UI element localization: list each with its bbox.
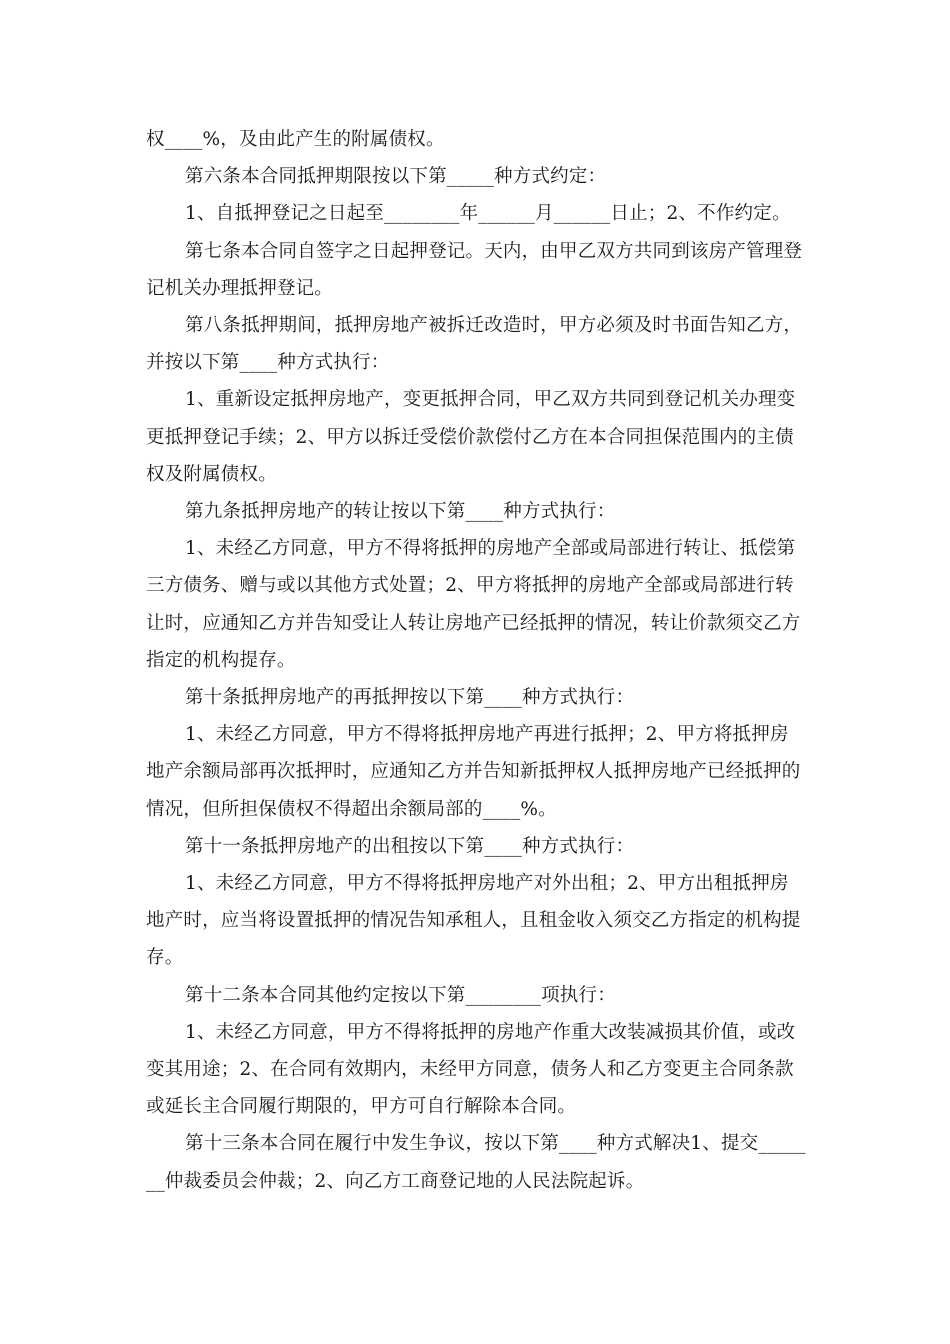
paragraph: 第八条抵押期间，抵押房地产被拆迁改造时，甲方必须及时书面告知乙方，并按以下第____种方式执行： <box>146 315 803 374</box>
paragraph: 第十三条本合同在履行中发生争议，按以下第____种方式解决1、提交_______仲裁委员会仲裁；2、向乙方工商登记地的人民法院起诉。 <box>146 1133 806 1192</box>
paragraph: 1、未经乙方同意，甲方不得将抵押房地产对外出租；2、甲方出租抵押房地产时，应当将设置抵押的情况告知承租人，且租金收入须交乙方指定的机构提存。 <box>146 873 801 969</box>
paragraph: 1、未经乙方同意，甲方不得将抵押的房地产作重大改装减损其价值，或改变其用途；2、在合同有效期内，未经甲方同意，债务人和乙方变更主合同条款或延长主合同履行期限的，甲方可自行解除本合同。 <box>146 1021 796 1118</box>
paragraph: 第七条本合同自签字之日起押登记。天内，由甲乙双方共同到该房产管理登记机关办理抵押登记。 <box>146 240 803 299</box>
paragraph: 1、自抵押登记之日起至________年______月______日止；2、不作约定。 <box>185 203 791 225</box>
paragraph: 第九条抵押房地产的转让按以下第____种方式执行： <box>185 501 616 523</box>
paragraph: 第六条本合同抵押期限按以下第_____种方式约定： <box>185 166 607 188</box>
document-body <box>146 121 806 1200</box>
paragraph: 第十二条本合同其他约定按以下第________项执行： <box>185 984 616 1006</box>
paragraph: 第十一条抵押房地产的出租按以下第____种方式执行： <box>185 835 635 857</box>
paragraph: 1、重新设定抵押房地产，变更抵押合同，甲乙双方共同到登记机关办理变更抵押登记手续；2、甲方以拆迁受偿价款偿付乙方在本合同担保范围内的主债权及附属债权。 <box>146 389 796 485</box>
paragraph: 1、未经乙方同意，甲方不得将抵押的房地产全部或局部进行转让、抵偿第三方债务、赠与或以其他方式处置；2、甲方将抵押的房地产全部或局部进行转让时，应通知乙方并告知受让人转让房地产已经抵押的情况，转让价款须交乙方指定的机构提存。 <box>146 538 801 671</box>
paragraph: 第十条抵押房地产的再抵押按以下第____种方式执行： <box>185 687 635 709</box>
paragraph: 权____%，及由此产生的附属债权。 <box>146 129 445 150</box>
paragraph: 1、未经乙方同意，甲方不得将抵押房地产再进行抵押；2、甲方将抵押房地产余额局部再次抵押时，应通知乙方并告知新抵押权人抵押房地产已经抵押的情况，但所担保债权不得超出余额局部的____%。 <box>146 724 801 820</box>
